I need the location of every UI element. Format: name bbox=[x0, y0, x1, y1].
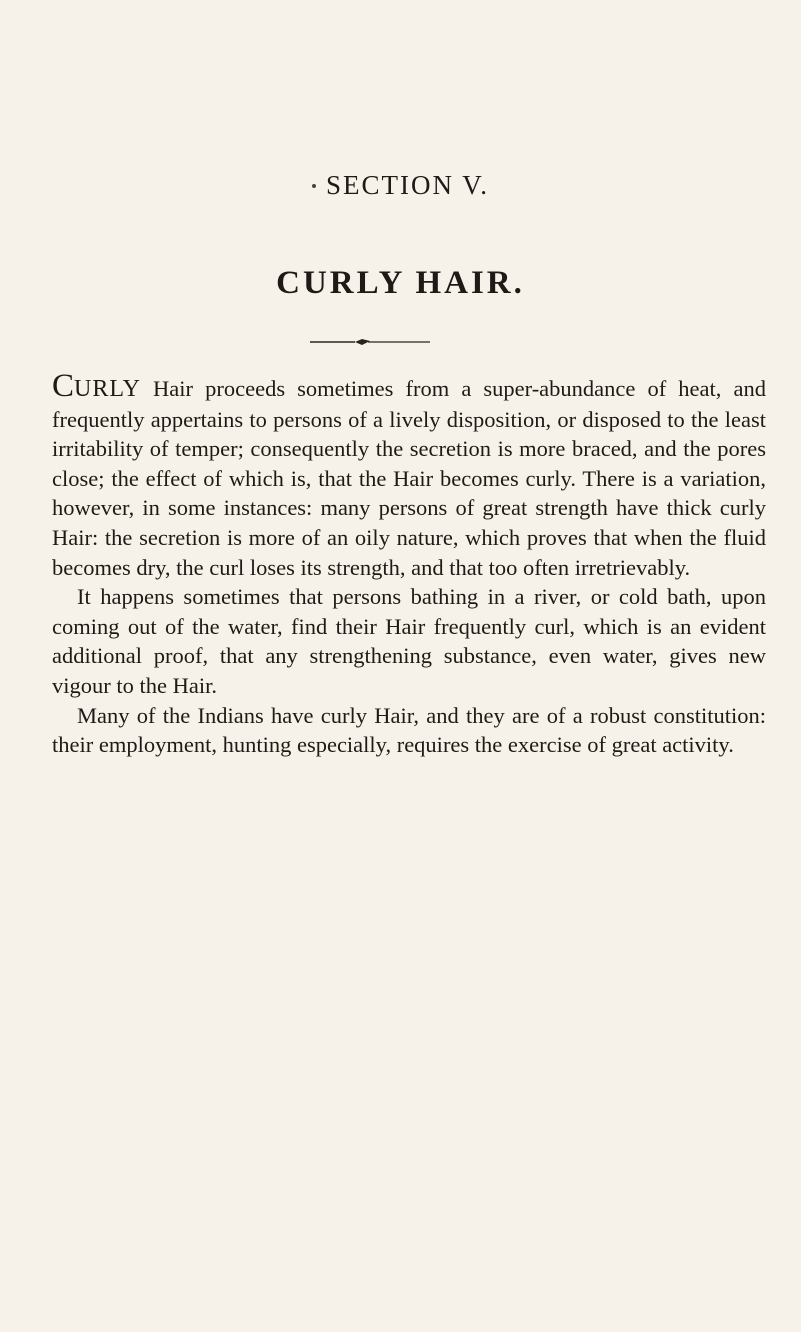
paragraph-3: Many of the Indians have curly Hair, and they are of a robust constitution: their employment, hunting especially, requires the exercise of great activity. bbox=[52, 702, 766, 758]
section-label: SECTION V. bbox=[325, 170, 490, 200]
paragraph-2: It happens sometimes that persons bathing in a river, or cold bath, upon coming out of the water, find their Hair frequently curl, which is an evident additional proof, that any strengthening substance, even water, gives new vigour to the Hair. bbox=[52, 584, 766, 698]
body-text bbox=[52, 370, 766, 760]
paragraph-1 bbox=[52, 370, 766, 582]
initial-letter: C bbox=[52, 368, 75, 404]
rule-ornament-icon bbox=[310, 338, 430, 348]
initial-word-rest: URLY bbox=[74, 376, 141, 402]
chapter-title: CURLY HAIR. bbox=[276, 265, 525, 301]
section-bullet-icon bbox=[312, 184, 316, 188]
section-heading bbox=[0, 170, 801, 201]
paragraph-1-text: Hair proceeds sometimes from a super-abundance of heat, and frequently appertains to persons of a lively disposition, or disposed to the least irritability of temper; consequently the secretion is more braced, and the pores close; the effect of which is, that the Hair becomes curly. There is a variation, however, in some instances: many persons of great strength have thick curly Hair: the secretion is more of an oily nature, which proves that when the fluid becomes dry, the curl loses its strength, and that too often irretrievably. bbox=[52, 376, 766, 580]
